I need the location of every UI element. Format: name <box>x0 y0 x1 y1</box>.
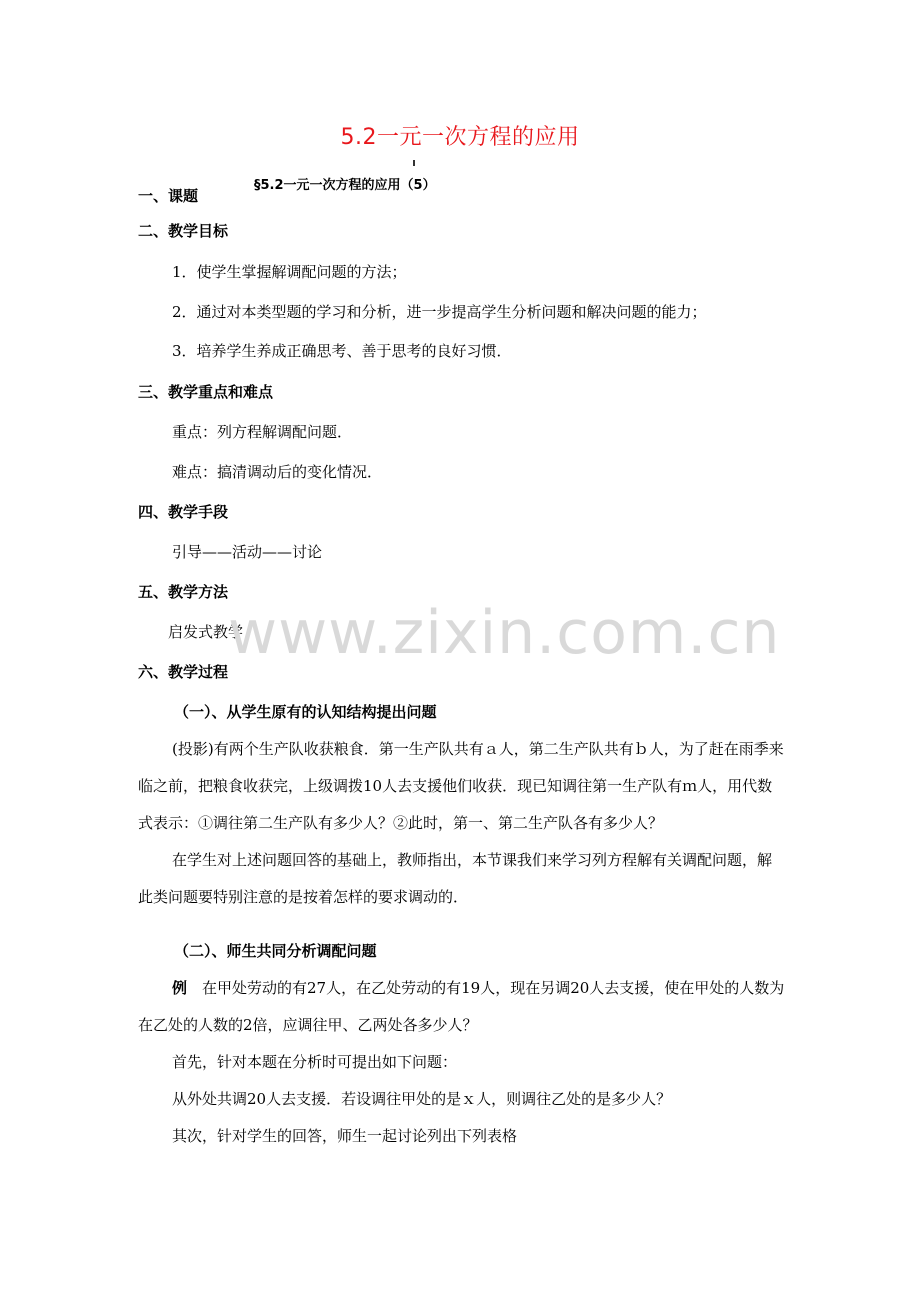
paragraph-projection-problem: (投影)有两个生产队收获粮食．第一生产队共有ａ人，第二生产队共有ｂ人，为了赶在雨季来临之前，把粮食收获完，上级调拨10人去支援他们收获．现已知调往第一生产队有ｍ人，用代数式表示：①调往第二生产队有多少人？②此时，第一、第二生产队各有多少人？ <box>138 740 784 832</box>
section-heading-goals: 二、教学目标 <box>138 222 229 240</box>
paragraph-block-1 <box>138 731 786 916</box>
stray-mark <box>413 160 415 166</box>
lesson-subtitle: §5.2一元一次方程的应用（5） <box>254 178 436 193</box>
section-heading-means: 四、教学手段 <box>138 503 229 521</box>
paragraph-block-2 <box>138 970 786 1155</box>
key-point: 重点：列方程解调配问题． <box>172 423 353 441</box>
subsection-heading-2: （二）、师生共同分析调配问题 <box>174 942 377 960</box>
paragraph-example <box>138 970 786 1044</box>
example-label: 例 <box>172 979 188 997</box>
watermark: www.zixin.com.cn <box>228 598 781 668</box>
section-heading-key-points: 三、教学重点和难点 <box>138 383 274 401</box>
subsection-heading-1: （一）、从学生原有的认知结构提出问题 <box>174 703 437 721</box>
teaching-means: 引导——活动——讨论 <box>172 543 323 561</box>
section-heading-topic: 一、课题 <box>138 187 199 205</box>
paragraph-first: 首先，针对本题在分析时可提出如下问题： <box>172 1053 458 1071</box>
paragraph-next: 其次，针对学生的回答，师生一起讨论列出下列表格 <box>172 1127 518 1145</box>
section-heading-method: 五、教学方法 <box>138 583 229 601</box>
paragraph-question: 从外处共调20人去支援．若设调往甲处的是ｘ人，则调往乙处的是多少人？ <box>172 1090 672 1108</box>
goal-item-1: 1．使学生掌握解调配问题的方法； <box>172 263 407 281</box>
goal-item-2: 2．通过对本类型题的学习和分析，进一步提高学生分析问题和解决问题的能力； <box>172 303 707 321</box>
difficulty-point: 难点：搞清调动后的变化情况． <box>172 463 383 481</box>
paragraph-teacher-summary: 在学生对上述问题回答的基础上，教师指出，本节课我们来学习列方程解有关调配问题，解此类问题要特别注意的是按着怎样的要求调动的． <box>138 851 773 906</box>
example-text: 在甲处劳动的有27人，在乙处劳动的有19人，现在另调20人去支援，使在甲处的人数为在乙处的人数的2倍，应调往甲、乙两处各多少人？ <box>138 979 785 1034</box>
page-title: 5.2一元一次方程的应用 <box>340 125 580 150</box>
goal-item-3: 3．培养学生养成正确思考、善于思考的良好习惯． <box>172 342 512 360</box>
teaching-method: 启发式教学 <box>168 623 244 641</box>
section-heading-process: 六、教学过程 <box>138 663 229 681</box>
